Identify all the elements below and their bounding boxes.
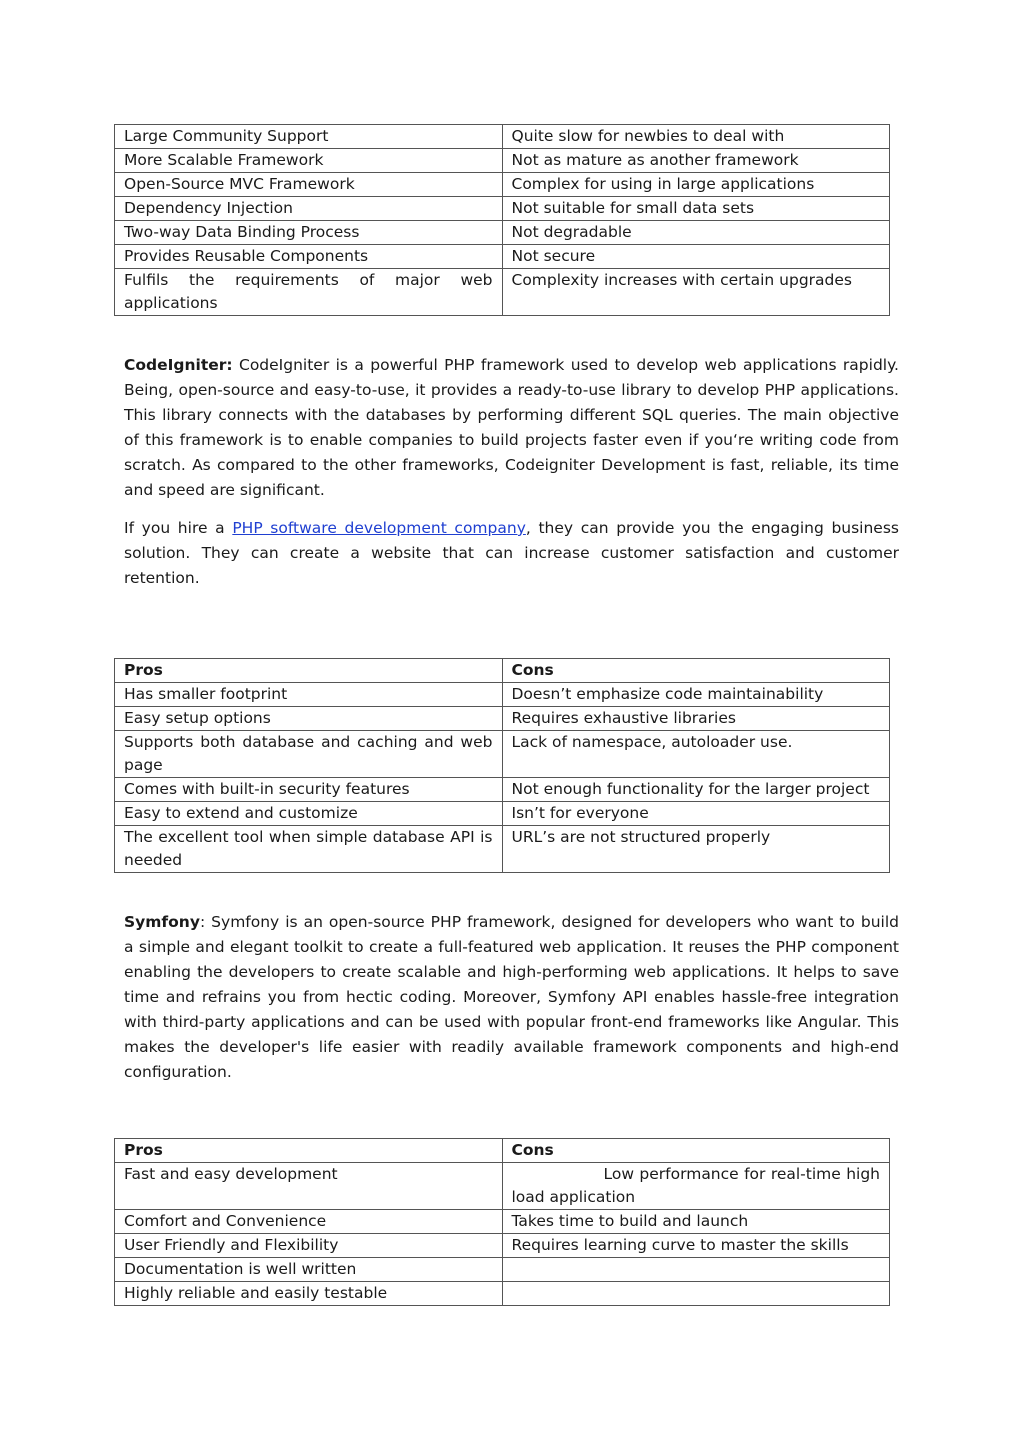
table-row [115,707,890,731]
pros-cell: The excellent tool when simple database API is needed [115,826,503,873]
codeigniter-text: CodeIgniter is a powerful PHP framework used to develop web applications rapidly. Being, open-source and easy-to-use, it provides a ready-to-use library to develop PHP applications. This library connects with the databases by performing different SQL queries. The main objective of this framework is to enable companies to build projects faster even if you‘re writing code from scratch. As compared to the other frameworks, Codeigniter Development is fast, reliable, its time and speed are significant. [124,356,899,499]
cons-cell [502,1258,890,1282]
pros-header: Pros [115,1139,503,1163]
table-row [115,245,890,269]
cons-cell: Doesn’t emphasize code maintainability [502,683,890,707]
hire-text-after: , they can provide you the engaging business solution. They can create a website that can increase customer satisfaction and customer retention. [124,519,899,587]
table-row [115,1234,890,1258]
pros-cell: Easy setup options [115,707,503,731]
pros-cell: User Friendly and Flexibility [115,1234,503,1258]
symfony-pros-cons-table [114,1138,890,1306]
cons-cell: Requires exhaustive libraries [502,707,890,731]
pros-cell: Large Community Support [115,125,503,149]
cons-cell: Isn’t for everyone [502,802,890,826]
php-company-link[interactable]: PHP software development company [232,519,526,537]
pros-cell: More Scalable Framework [115,149,503,173]
cons-cell: Not secure [502,245,890,269]
pros-cell: Fast and easy development [115,1163,503,1210]
table-row [115,221,890,245]
table-row [115,1258,890,1282]
pros-cell: Fulfils the requirements of major web applications [115,269,503,316]
cons-header: Cons [502,659,890,683]
cons-cell: Complexity increases with certain upgrades [502,269,890,316]
symfony-paragraph [124,910,899,1085]
pros-cell: Provides Reusable Components [115,245,503,269]
table-row [115,173,890,197]
pros-cell: Highly reliable and easily testable [115,1282,503,1306]
cons-cell: Not degradable [502,221,890,245]
pros-cell: Comes with built-in security features [115,778,503,802]
hire-paragraph [124,516,899,591]
pros-header: Pros [115,659,503,683]
table-row [115,197,890,221]
codeigniter-heading: CodeIgniter: [124,356,233,374]
codeigniter-paragraph [124,353,899,503]
table-row [115,149,890,173]
pros-cell: Dependency Injection [115,197,503,221]
pros-cell: Has smaller footprint [115,683,503,707]
pros-cell: Supports both database and caching and web page [115,731,503,778]
cons-cell: Quite slow for newbies to deal with [502,125,890,149]
table-row [115,683,890,707]
cons-cell: Lack of namespace, autoloader use. [502,731,890,778]
cons-cell: Low performance for real-time high load application [502,1163,890,1210]
codeigniter-pros-cons-table [114,658,890,873]
table-row [115,778,890,802]
table-row [115,269,890,316]
pros-cell: Documentation is well written [115,1258,503,1282]
table-row [115,1210,890,1234]
table-header-row [115,659,890,683]
cons-cell: Requires learning curve to master the skills [502,1234,890,1258]
cons-cell: URL’s are not structured properly [502,826,890,873]
cons-cell: Complex for using in large applications [502,173,890,197]
table-row [115,125,890,149]
cons-header: Cons [502,1139,890,1163]
symfony-text: : Symfony is an open-source PHP framework, designed for developers who want to build a simple and elegant toolkit to create a full-featured web application. It reuses the PHP component enabling the developers to create scalable and high-performing web applications. It helps to save time and refrains you from hectic coding. Moreover, Symfony API enables hassle-free integration with third-party applications and can be used with popular front-end frameworks like Angular. This makes the developer's life easier with readily available framework components and high-end configuration. [124,913,899,1081]
pros-cell: Comfort and Convenience [115,1210,503,1234]
table-header-row [115,1139,890,1163]
table-row [115,1282,890,1306]
hire-text-before: If you hire a [124,519,233,537]
symfony-heading: Symfony [124,913,200,931]
angular-pros-cons-table [114,124,890,316]
cons-cell: Not as mature as another framework [502,149,890,173]
table-row [115,1163,890,1210]
cons-cell: Not suitable for small data sets [502,197,890,221]
cons-cell [502,1282,890,1306]
pros-cell: Open-Source MVC Framework [115,173,503,197]
table-row [115,802,890,826]
table-row [115,826,890,873]
cons-cell: Takes time to build and launch [502,1210,890,1234]
cons-cell: Not enough functionality for the larger project [502,778,890,802]
pros-cell: Two-way Data Binding Process [115,221,503,245]
pros-cell: Easy to extend and customize [115,802,503,826]
table-row [115,731,890,778]
